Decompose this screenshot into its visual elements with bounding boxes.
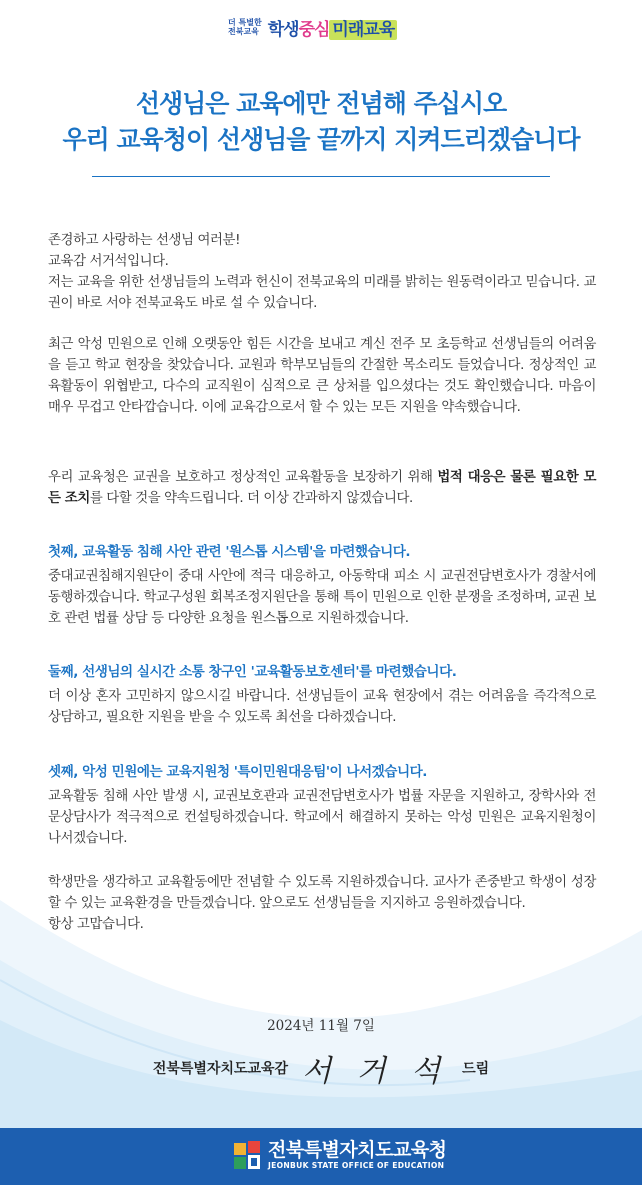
logo-slogan [268, 15, 397, 40]
section-3-title: 셋째, 악성 민원에는 교육지원청 '특이민원대응팀'이 나서겠습니다. [48, 764, 427, 780]
greeting-block [48, 230, 596, 314]
logo-slogan-part3: 미래교육 [329, 20, 397, 40]
intro: 교육감 서거석입니다. [48, 254, 169, 269]
section-2-title: 둘째, 선생님의 실시간 소통 창구인 '교육활동보호센터'를 마련했습니다. [48, 664, 457, 680]
footer-org-name-english: JEONBUK STATE OFFICE OF EDUCATION [268, 1161, 445, 1170]
headline-line2: 우리 교육청이 선생님을 끝까지 지켜드리겠습니다 [62, 125, 580, 154]
logo-tagline-line1: 더 특별한 [228, 18, 262, 27]
headline-line1: 선생님은 교육에만 전념해 주십시오 [135, 89, 507, 118]
greeting: 존경하고 사랑하는 선생님 여러분! [48, 233, 241, 248]
signature-suffix: 드림 [462, 1061, 490, 1077]
section-1-title: 첫째, 교육활동 침해 사안 관련 '원스톱 시스템'을 마련했습니다. [48, 544, 411, 560]
paragraph-1: 저는 교육을 위한 선생님들의 노력과 헌신이 전북교육의 미래를 밝히는 원동력이라고 믿습니다. 교권이 바로 서야 전북교육도 바로 설 수 있습니다. [48, 275, 596, 311]
paragraph-2: 최근 악성 민원으로 인해 오랫동안 힘든 시간을 보내고 계신 전주 모 초등학교 선생님들의 어려움을 듣고 학교 현장을 찾았습니다. 교원과 학부모님들의 간절한 목소리도 들었습니다. 정상적인 교육활동이 위협받고, 다수의 교직원이 심적으로 큰 상처를 입으셨다는 것도 확인했습니다. 마음이 매우 무겁고 안타깝습니다. 이에 교육감으로서 할 수 있는 모든 지원을 약속했습니다. [48, 337, 596, 415]
footer-bar [0, 1128, 642, 1185]
top-logo [228, 10, 397, 44]
signature-name: 서 거 석 [302, 1054, 449, 1089]
signature-office: 전북특별자치도교육감 [152, 1061, 289, 1077]
logo-slogan-part1: 학생 [267, 19, 299, 40]
letter-date: 2024년 11월 7일 [267, 1018, 375, 1034]
footer-logo [232, 1139, 447, 1171]
thanks: 항상 고맙습니다. [48, 917, 144, 932]
logo-tagline-line2: 전북교육 [228, 27, 259, 36]
signature-row [0, 1046, 642, 1090]
logo-slogan-part2: 중심 [298, 19, 330, 40]
paragraph-3: 우리 교육청은 교권을 보호하고 정상적인 교육활동을 보장하기 위해 법적 대응은 물론 필요한 모든 조치를 다할 것을 약속드립니다. 더 이상 간과하지 않겠습니다. [48, 470, 597, 506]
paragraph-3-emphasis: 법적 대응은 물론 필요한 모든 조치 [48, 470, 597, 506]
closing: 학생만을 생각하고 교육활동에만 전념할 수 있도록 지원하겠습니다. 교사가 존중받고 학생이 성장할 수 있는 교육환경을 만들겠습니다. 앞으로도 선생님들을 지지하고 응원하겠습니다. [48, 875, 596, 911]
section-2-text: 더 이상 혼자 고민하지 않으시길 바랍니다. 선생님들이 교육 현장에서 겪는 어려움을 즉각적으로 상담하고, 필요한 지원을 받을 수 있도록 최선을 다하겠습니다. [48, 689, 596, 725]
section-3-text: 교육활동 침해 사안 발생 시, 교권보호관과 교권전담변호사가 법률 자문을 지원하고, 장학사와 전문상담사가 적극적으로 컨설팅하겠습니다. 학교에서 해결하지 못하는 악성 민원은 교육지원청이 나서겠습니다. [48, 789, 596, 846]
footer-org-name: 전북특별자치도교육청 [268, 1139, 447, 1161]
section-1-text: 중대교권침해지원단이 중대 사안에 적극 대응하고, 아동학대 피소 시 교권전담변호사가 경찰서에 동행하겠습니다. 학교구성원 회복조정지원단을 통해 특이 민원으로 인한 분쟁을 조정하며, 교권 보호 관련 법률 상담 등 다양한 요청을 원스톱으로 지원하겠습니다. [48, 569, 596, 626]
headline-divider [92, 176, 550, 177]
closing-block [48, 872, 596, 935]
education-office-emblem-icon [232, 1139, 262, 1171]
